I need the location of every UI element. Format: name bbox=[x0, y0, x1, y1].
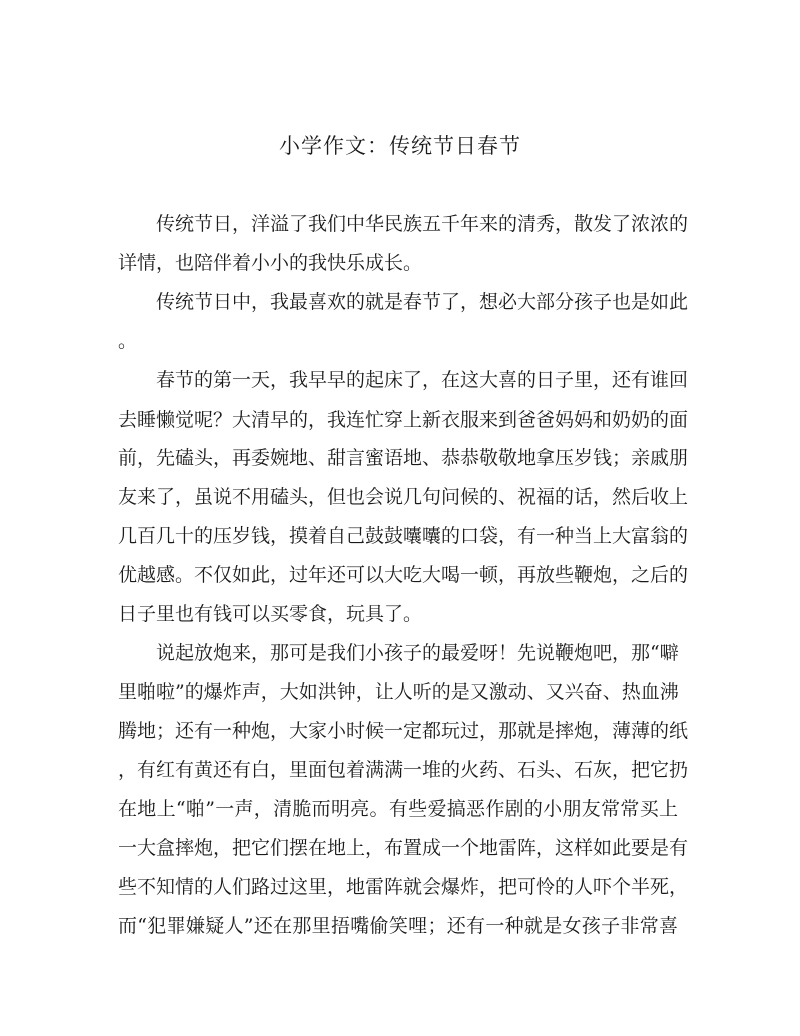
paragraph-line: 而“犯罪嫌疑人”还在那里捂嘴偷笑哩；还有一种就是女孩子非常喜 bbox=[118, 915, 678, 937]
paragraph-line: 日子里也有钱可以买零食，玩具了。 bbox=[118, 603, 423, 625]
paragraph-line: 详情，也陪伴着小小的我快乐成长。 bbox=[118, 252, 423, 274]
paragraph-line: ，有红有黄还有白，里面包着满满一堆的火药、石头、石灰，把它扔 bbox=[118, 759, 689, 781]
page-title: 小学作文：传统节日春节 bbox=[279, 134, 521, 158]
paragraph-line: 里啪啦”的爆炸声，大如洪钟，让人听的是又激动、又兴奋、热血沸 bbox=[118, 681, 679, 703]
paragraph-line: 前，先磕头，再委婉地、甜言蜜语地、恭恭敬敬地拿压岁钱；亲戚朋 bbox=[118, 447, 689, 469]
paragraph-line: 传统节日中，我最喜欢的就是春节了，想必大部分孩子也是如此 bbox=[156, 291, 689, 313]
paragraph-line: 说起放炮来，那可是我们小孩子的最爱呀！先说鞭炮吧，那“噼 bbox=[156, 642, 679, 664]
paragraph-line: 友来了，虽说不用磕头，但也会说几句问候的、祝福的话，然后收上 bbox=[118, 486, 689, 508]
paragraph-line: 优越感。不仅如此，过年还可以大吃大喝一顿，再放些鞭炮，之后的 bbox=[118, 564, 689, 586]
paragraph-line: 去睡懒觉呢？大清早的，我连忙穿上新衣服来到爸爸妈妈和奶奶的面 bbox=[118, 409, 689, 431]
paragraph-line: 春节的第一天，我早早的起床了，在这大喜的日子里，还有谁回 bbox=[156, 369, 689, 391]
paragraph-line: 腾地；还有一种炮，大家小时候一定都玩过，那就是摔炮，薄薄的纸 bbox=[118, 720, 689, 742]
paragraph-line: 。 bbox=[118, 330, 138, 352]
paragraph-line: 在地上“啪”一声，清脆而明亮。有些爱搞恶作剧的小朋友常常买上 bbox=[118, 798, 678, 820]
paragraph-line: 一大盒摔炮，把它们摆在地上，布置成一个地雷阵，这样如此要是有 bbox=[118, 837, 689, 859]
paragraph-line: 几百几十的压岁钱，摸着自己鼓鼓囔囔的口袋，有一种当上大富翁的 bbox=[118, 525, 689, 547]
paragraph-line: 些不知情的人们路过这里，地雷阵就会爆炸，把可怜的人吓个半死， bbox=[118, 876, 689, 898]
paragraph-line: 传统节日，洋溢了我们中华民族五千年来的清秀，散发了浓浓的 bbox=[156, 213, 689, 235]
